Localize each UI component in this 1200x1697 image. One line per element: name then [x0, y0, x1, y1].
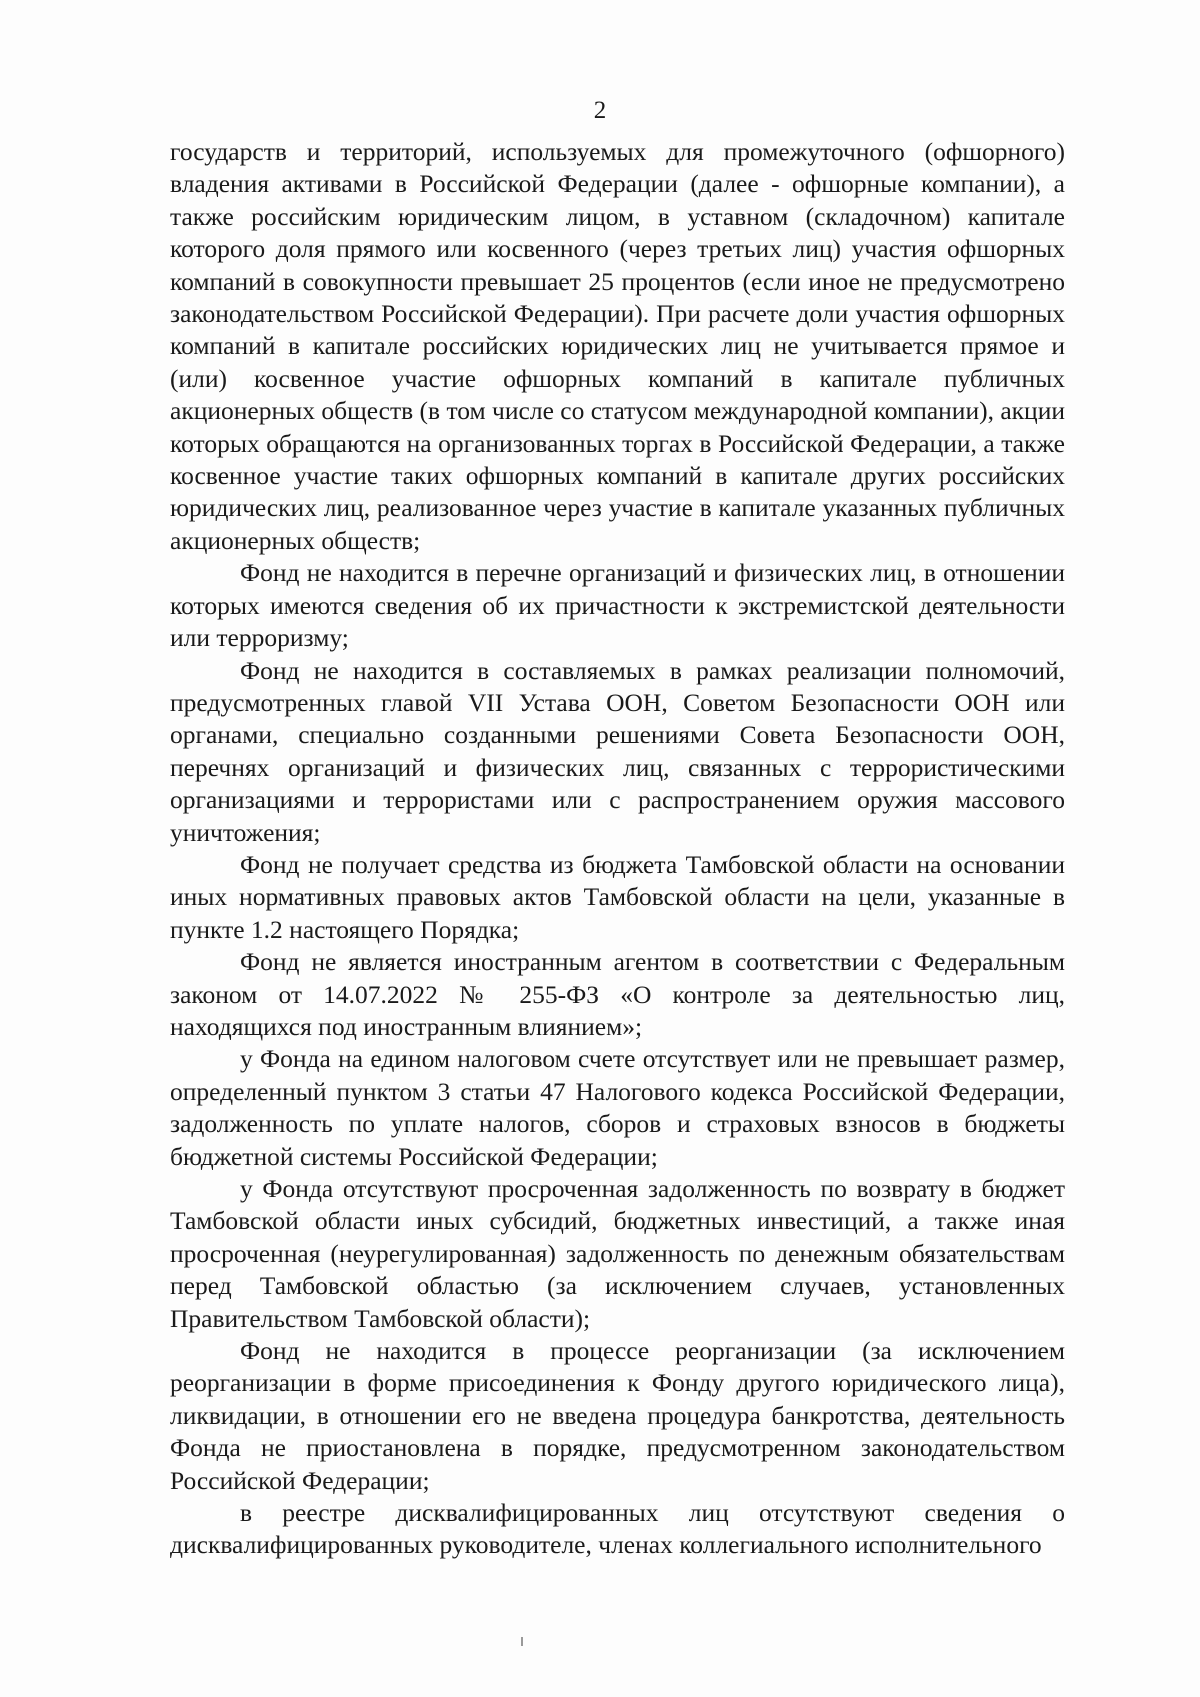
scan-artifact-mark: [521, 1637, 523, 1646]
paragraph-overdue-debt: у Фонда отсутствуют просроченная задолженность по возврату в бюджет Тамбовской области иных субсидий, бюджетных инвестиций, а также иная просроченная (неурегулированная) задолженность по денежным обязательствам перед Тамбовской областью (за исключением случаев, установленных Правительством Тамбовской области);: [170, 1174, 1065, 1333]
paragraph-un-security-council-list: Фонд не находится в составляемых в рамках реализации полномочий, предусмотренных главой VII Устава ООН, Советом Безопасности ООН или органами, специально созданными решениями Совета Безопасности ООН, перечнях организаций и физических лиц, связанных с террористическими организациями и террористами или с распространением оружия массового уничтожения;: [170, 655, 1065, 847]
paragraph-tax-debt: у Фонда на едином налоговом счете отсутствует или не превышает размер, определенный пунктом 3 статьи 47 Налогового кодекса Российской Федерации, задолженность по уплате налогов, сборов и страховых взносов в бюджеты бюджетной системы Российской Федерации;: [170, 1044, 1065, 1171]
document-body: [170, 136, 1065, 1562]
paragraph-regional-budget-funds: Фонд не получает средства из бюджета Тамбовской области на основании иных нормативных правовых актов Тамбовской области на цели, указанные в пункте 1.2 настоящего Порядка;: [170, 849, 1065, 944]
paragraph-offshore-companies: государств и территорий, используемых для промежуточного (офшорного) владения активами в Российской Федерации (далее - офшорные компании), а также российским юридическим лицом, в уставном (складочном) капитале которого доля прямого или косвенного (через третьих лиц) участия офшорных компаний в совокупности превышает 25 процентов (если иное не предусмотрено законодательством Российской Федерации). При расчете доли участия офшорных компаний в капитале российских юридических лиц не учитывается прямое и (или) косвенное участие офшорных компаний в капитале публичных акционерных обществ (в том числе со статусом международной компании), акции которых обращаются на организованных торгах в Российской Федерации, а также косвенное участие таких офшорных компаний в капитале других российских юридических лиц, реализованное через участие в капитале указанных публичных акционерных обществ;: [170, 137, 1065, 555]
paragraph-reorganization: Фонд не находится в процессе реорганизации (за исключением реорганизации в форме присоединения к Фонду другого юридического лица), ликвидации, в отношении его не введена процедура банкротства, деятельность Фонда не приостановлена в порядке, предусмотренном законодательством Российской Федерации;: [170, 1336, 1065, 1495]
paragraph-extremism-list: Фонд не находится в перечне организаций и физических лиц, в отношении которых имеются сведения об их причастности к экстремистской деятельности или терроризму;: [170, 558, 1065, 653]
paragraph-disqualified-persons: в реестре дисквалифицированных лиц отсутствуют сведения о дисквалифицированных руководителе, членах коллегиального исполнительного: [170, 1498, 1065, 1560]
paragraph-foreign-agent: Фонд не является иностранным агентом в соответствии с Федеральным законом от 14.07.2022 № 255-ФЗ «О контроле за деятельностью лиц, находящихся под иностранным влиянием»;: [170, 947, 1065, 1041]
page-number: 2: [593, 97, 607, 124]
